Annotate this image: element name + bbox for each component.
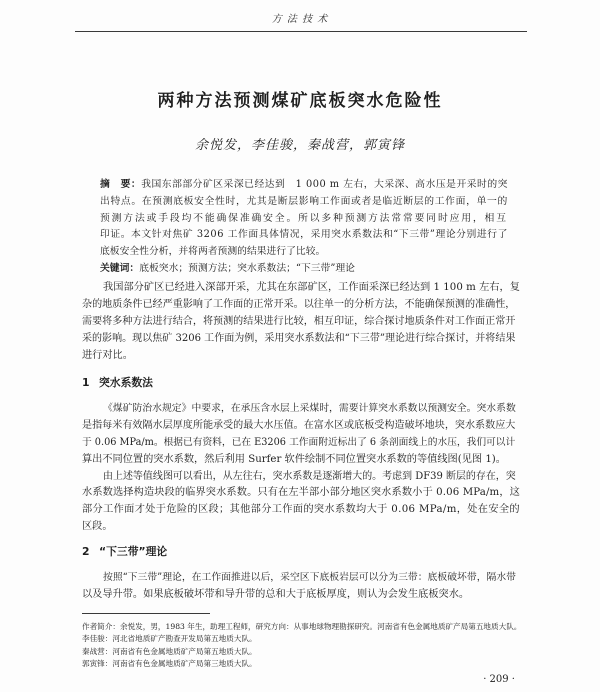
keywords-text: 底板突水；预测方法；突水系数法；“下三带”理论 xyxy=(139,262,355,274)
keywords-label: 关键词： xyxy=(100,262,140,274)
paragraph-line: 以及导升带。如果底板破坏带和导升带的总和大于底板厚度，则认为会发生底板突水。 xyxy=(82,589,470,600)
abstract-line: 底板安全性分析，并将两者预测的结果进行了比较。 xyxy=(100,246,326,258)
abstract-line: 印证。本文针对焦矿 3206 工作面具体情况，采用突水系数法和“下三带”理论分别进行了 xyxy=(100,229,508,241)
section-2-body xyxy=(82,569,520,603)
paragraph-line: 部分工作面才处于危险的区段；其他部分工作面的突水系数均大于 0.06 MPa/m，处在安全的 xyxy=(82,504,520,516)
paragraph-line: 是指每米有效隔水层厚度所能承受的最大水压值。在富水区或底板受构造破坏地块，突水系数应大 xyxy=(82,419,516,431)
intro-line: 采的影响。现以焦矿 3206 工作面为例，采用突水系数法和“下三带”理论进行综合探讨，并将结果 xyxy=(82,333,516,344)
paragraph-line: 由上述等值线图可以看出，从左往右，突水系数是逐渐增大的。考虑到 DF39 断层的存在，突 xyxy=(103,470,516,482)
paragraph-line: 按照“下三带”理论，在工作面推进以后，采空区下底板岩层可以分为三带：底板破坏带，隔水带 xyxy=(103,572,517,583)
abstract-line xyxy=(100,177,508,194)
section-number: 2 xyxy=(82,545,90,558)
section-heading xyxy=(82,374,520,392)
section-1-body xyxy=(82,401,520,536)
abstract xyxy=(100,177,508,278)
page-number: · 209 · xyxy=(483,674,515,685)
footnote-line: 李佳骏：河北省地质矿产勘查开发局第五地质大队。 xyxy=(82,634,257,644)
section-number: 1 xyxy=(82,376,90,389)
intro-line: 我国部分矿区已经进入深部开采，尤其在东部矿区，工作面采深已经达到 1 100 m 左右，复 xyxy=(103,282,520,293)
footnotes xyxy=(82,621,527,670)
paragraph-line: 算出不同位置的突水系数，然后利用 Surfer 软件绘制不同位置突水系数的等值线图(见图 1)。 xyxy=(82,453,506,465)
article-title: 两种方法预测煤矿底板突水危险性 xyxy=(157,91,443,111)
keywords xyxy=(100,261,508,278)
section-heading xyxy=(82,543,520,561)
intro-line: 进行对比。 xyxy=(82,350,133,361)
paragraph-line: 水系数选择构造块段的临界突水系数。只有在左半部小部分地区突水系数小于 0.06 MPa/m，这 xyxy=(82,487,520,499)
abstract-label: 摘 要： xyxy=(100,179,142,190)
intro-line: 杂的地质条件已经严重影响了工作面的正常开采。以往单一的分析方法，不能确保预测的准确性， xyxy=(82,299,516,310)
abstract-line: 出特点。在预测底板安全性时，尤其是断层影响工作面或者是临近断层的工作面，单一的 xyxy=(100,195,508,207)
header-rule xyxy=(75,31,527,32)
footnote-line: 作者简介：余悦发，男，1983 年生，助理工程师，研究方向：从事地球物理勘探研究。河南省有色金属地质矿产局第五地质大队。 xyxy=(82,622,522,631)
section-title: “下三带”理论 xyxy=(99,545,168,558)
paragraph-line: 区段。 xyxy=(82,521,113,533)
footnote-line: 郭寅锋：河南省有色金属地质矿产局第三地质大队。 xyxy=(82,658,257,668)
author-list: 余悦发，李佳骏，秦战营，郭寅锋 xyxy=(194,138,405,153)
intro-line: 需要将多种方法进行结合，将预测的结果进行比较，相互印证，综合探讨地质条件对工作面正常开 xyxy=(82,316,516,327)
footnote-line: 秦战营：河南省有色金属地质矿产局第五地质大队。 xyxy=(82,646,257,656)
section-title: 突水系数法 xyxy=(99,376,153,389)
running-header: 方 法 技 术 xyxy=(271,14,329,25)
paragraph-line: 于 0.06 MPa/m。根据已有资料，已在 E3206 工作面附近标出了 6 条剖面线上的水压，我们可以计 xyxy=(82,436,516,448)
abstract-text: 我国东部部分矿区采深已经达到 1 000 m 左右，大采深、高水压是开采时的突 xyxy=(141,179,508,190)
footnote-rule xyxy=(82,613,210,614)
introduction xyxy=(82,279,520,364)
paragraph-line: 《煤矿防治水规定》中要求，在承压含水层上采煤时，需要计算突水系数以预测安全。突水系数 xyxy=(103,403,516,414)
abstract-line: 预测方法或手段均不能确保准确安全。所以多种预测方法常常要同时应用，相互 xyxy=(100,212,508,224)
